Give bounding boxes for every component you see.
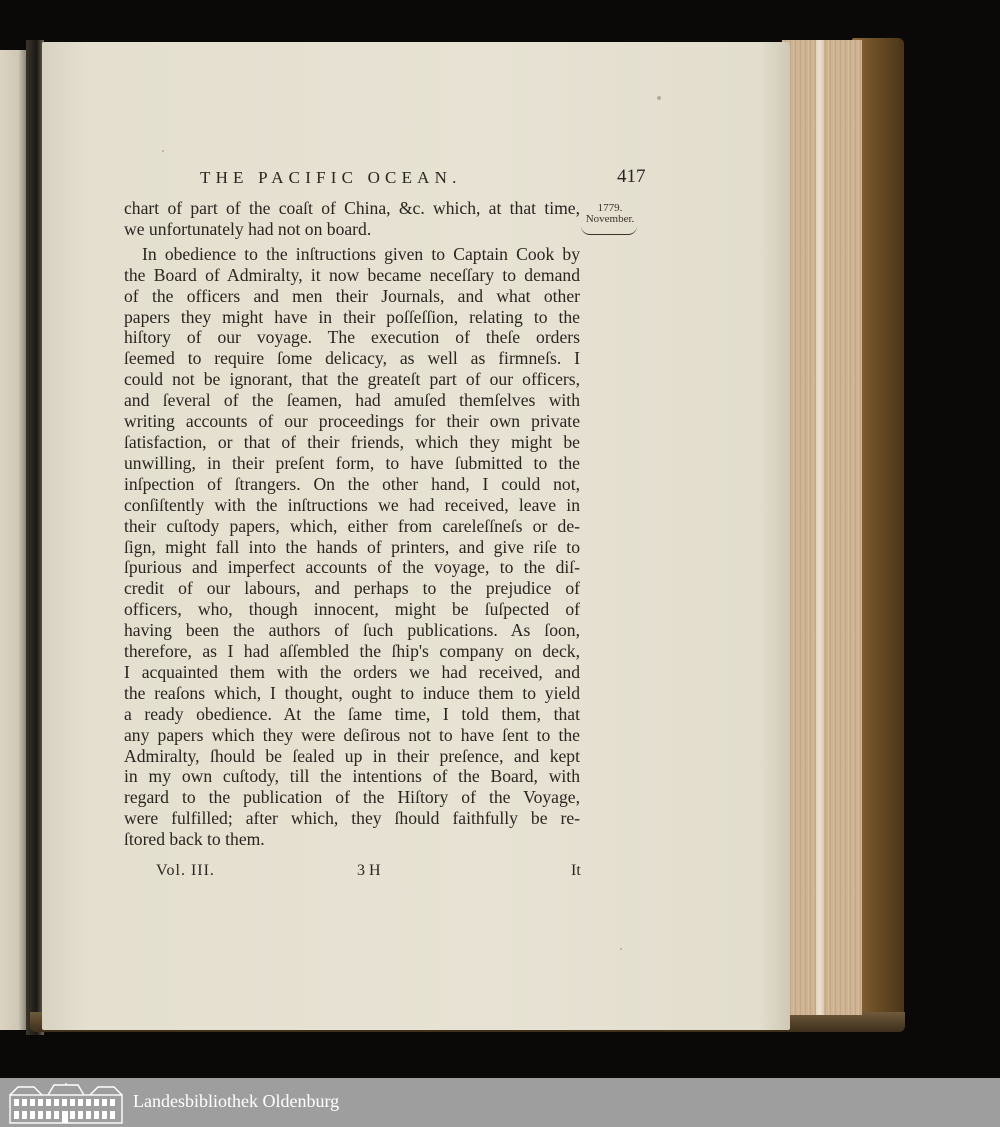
- text-line: credit of our labours, and perhaps to the prejudice of: [124, 578, 580, 599]
- text-line: having been the authors of ſuch publications. As ſoon,: [124, 620, 580, 641]
- text-line: of the officers and men their Journals, and what other: [124, 285, 580, 306]
- text-line: I acquainted them with the orders we had received, and: [124, 661, 580, 682]
- text-line: papers they might have in their poſſeſſion, relating to the: [124, 306, 580, 327]
- text-line: their cuſtody papers, which, either from careleſſneſs or de-: [124, 515, 580, 536]
- text-line: In obedience to the inſtructions given to Captain Cook by: [142, 243, 580, 264]
- paper-spot: [162, 150, 164, 152]
- text-line: the Board of Admiralty, it now became neceſſary to demand: [124, 264, 580, 285]
- text-line: chart of part of the coaſt of China, &c. which, at that time,: [124, 198, 580, 218]
- text-line: could not be ignorant, that the greateſt part of our officers,: [124, 369, 580, 390]
- text-line: inſpection of ſtrangers. On the other hand, I could not,: [124, 473, 580, 494]
- library-building-icon: [8, 1081, 124, 1125]
- text-line: ſign, might fall into the hands of printers, and give riſe to: [124, 536, 580, 557]
- paragraph-2: [124, 244, 580, 850]
- text-line: ſtored back to them.: [124, 829, 265, 850]
- margin-note: [580, 203, 640, 225]
- page-edges: [782, 40, 862, 1015]
- margin-note-year: 1779.: [597, 202, 623, 214]
- page-number: 417: [617, 166, 646, 187]
- text-line: a ready obedience. At the ſame time, I told them, that: [124, 703, 580, 724]
- text-line: ſatisfaction, or that of their friends, which they might be: [124, 431, 580, 452]
- running-head: THE PACIFIC OCEAN.: [200, 168, 462, 187]
- paper-spot: [620, 948, 622, 950]
- text-line: regard to the publication of the Hiſtory of the Voyage,: [124, 787, 580, 808]
- library-name: Landesbibliothek Oldenburg: [133, 1091, 340, 1111]
- body-text: [124, 198, 580, 850]
- left-page-edge: [0, 50, 26, 1030]
- paper-spot: [657, 96, 661, 100]
- text-line: writing accounts of our proceedings for their own private: [124, 411, 580, 432]
- text-line: therefore, as I had aſſembled the ſhip's company on deck,: [124, 641, 580, 662]
- paragraph-1: [124, 198, 580, 240]
- text-line: unwilling, in their preſent form, to have ſubmitted to the: [124, 452, 580, 473]
- text-line: conſiſtently with the inſtructions we had received, leave in: [124, 494, 580, 515]
- text-line: ſpurious and imperfect accounts of the voyage, to the diſ-: [124, 557, 580, 578]
- text-line: were fulfilled; after which, they ſhould faithfully be re-: [124, 808, 580, 829]
- footer-catchword: It: [571, 862, 581, 879]
- text-line: officers, who, though innocent, might be ſuſpected of: [124, 599, 580, 620]
- text-line: Admiralty, ſhould be ſealed up in their preſence, and kept: [124, 745, 580, 766]
- text-line: and ſeveral of the ſeamen, had amuſed themſelves with: [124, 390, 580, 411]
- text-line: we unfortunately had not on board.: [124, 218, 372, 239]
- footer-volume: Vol. III.: [156, 862, 215, 879]
- footer-signature: 3 H: [357, 862, 381, 879]
- margin-note-month: November.: [585, 213, 635, 225]
- text-line: the reaſons which, I thought, ought to induce them to yield: [124, 682, 580, 703]
- text-line: ſeemed to require ſome delicacy, as well as firmneſs. I: [124, 348, 580, 369]
- text-line: hiſtory of our voyage. The execution of theſe orders: [124, 327, 580, 348]
- text-line: any papers which they were deſirous not to have ſent to the: [124, 724, 580, 745]
- margin-brace: [581, 226, 637, 235]
- text-line: in my own cuſtody, till the intentions of the Board, with: [124, 766, 580, 787]
